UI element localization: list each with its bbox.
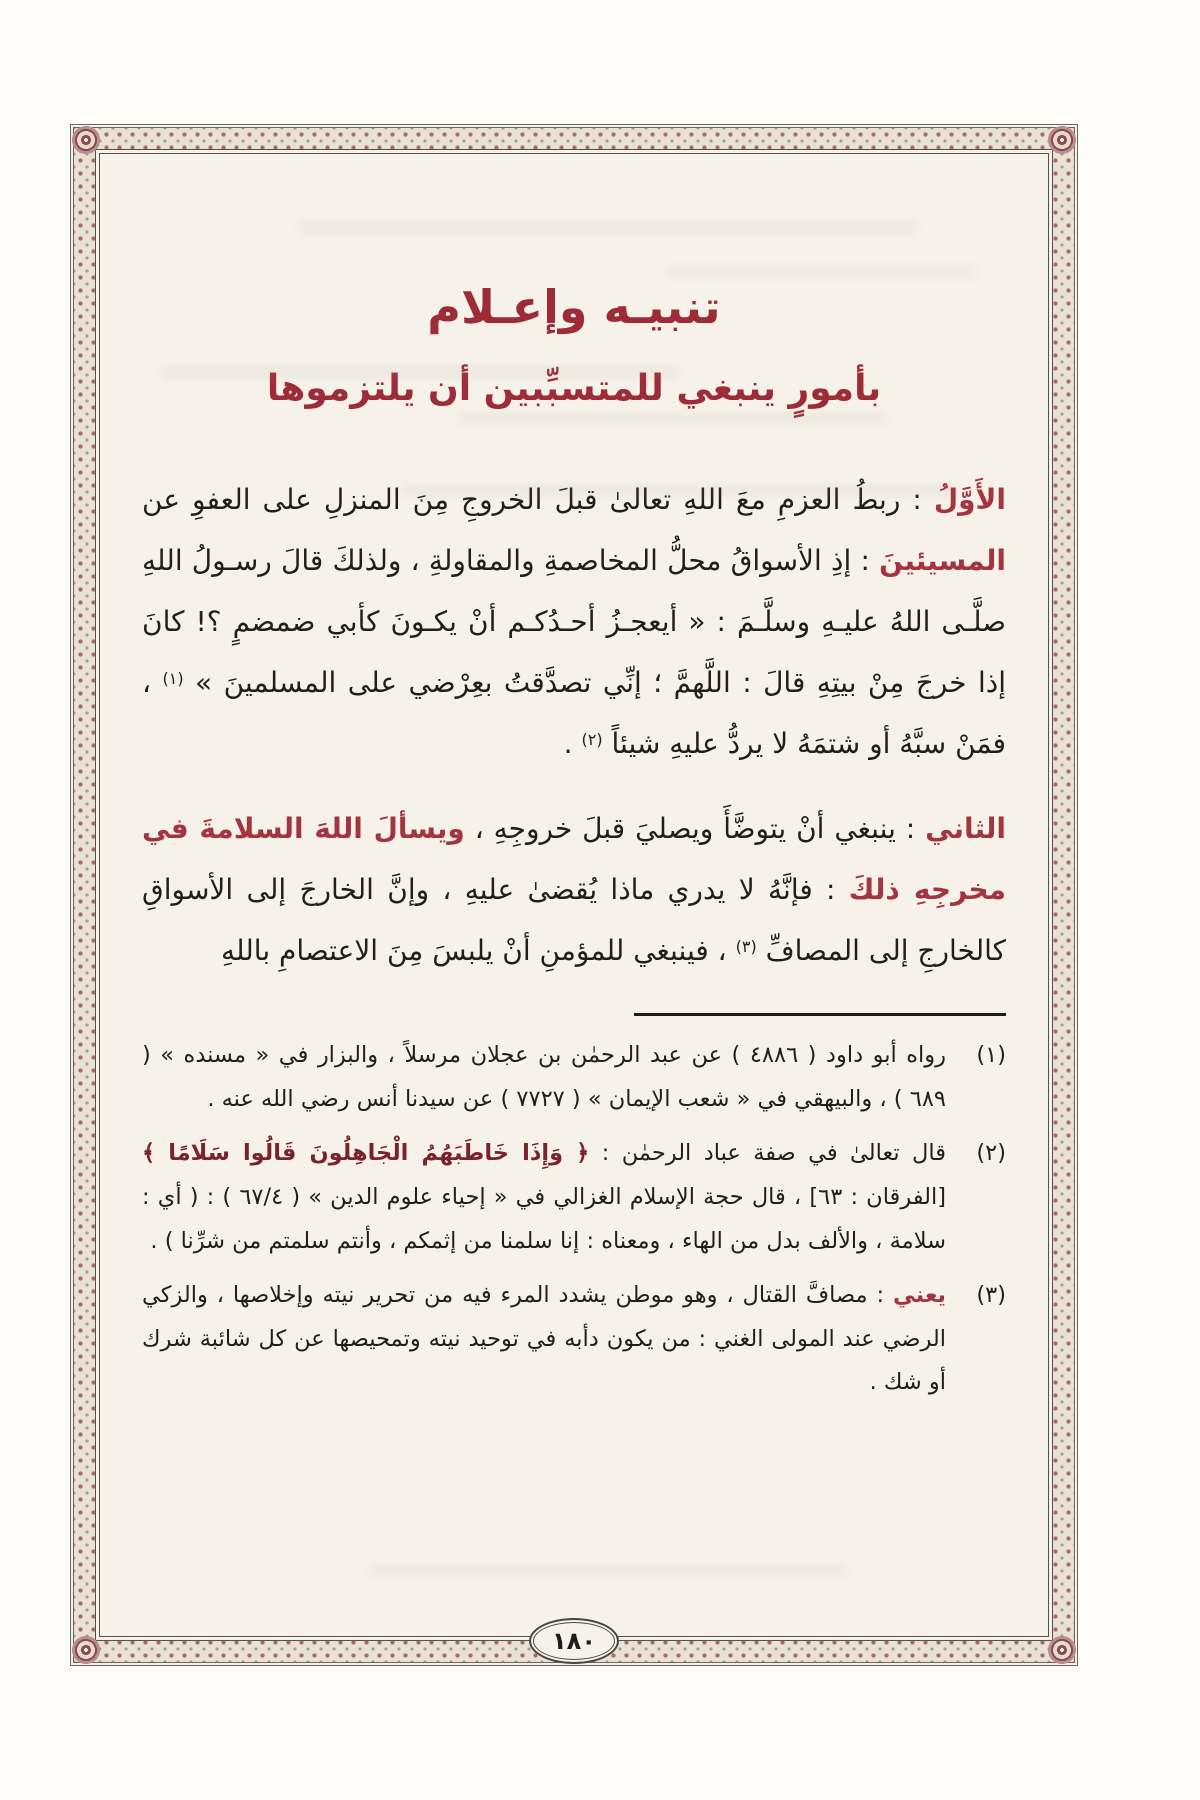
frame-inner-line — [73, 127, 1075, 1663]
bleed-through — [368, 1564, 848, 1576]
footnote-3 — [142, 1274, 1006, 1406]
bleed-through — [668, 266, 978, 278]
footnote-ref-3: (٣) — [735, 937, 757, 957]
footnote-lead-word: يعني — [892, 1281, 946, 1308]
keyword-offenders: المسيئينَ — [879, 544, 1006, 578]
keyword-first: الأَوَّلُ — [933, 483, 1006, 516]
body-text: : ربطُ العزمِ معَ اللهِ تعالىٰ قبلَ الخروجِ مِنَ المنزلِ على العفوِ عن — [142, 483, 934, 516]
ornamental-frame — [70, 124, 1078, 1666]
chapter-title — [142, 280, 1006, 409]
page-number: ١٨٠ — [552, 1627, 596, 1655]
corner-rosette-icon — [1044, 122, 1080, 158]
footnote-marker: (٣) — [976, 1281, 1006, 1308]
title-line-2: بأمورٍ ينبغي للمتسبِّبين أن يلتزموها — [266, 368, 882, 409]
bleed-through — [458, 412, 888, 424]
body-text: ، فينبغي للمؤمنِ أنْ يلبسَ مِنَ الاعتصامِ باللهِ — [220, 934, 736, 968]
body-text: ، فمَنْ سبَّهُ أو شتمَهُ لا يردُّ عليهِ شيئاً — [142, 666, 1006, 761]
bleed-through — [298, 220, 918, 234]
footnote-separator — [634, 1013, 1006, 1016]
text-frame — [95, 149, 1053, 1641]
title-line-1: تنبيـه وإعـلام — [427, 280, 721, 334]
footnote-ref-1: (١) — [162, 669, 184, 689]
footnote-text-post: [الفرقان : ٦٣] ، قال حجة الإسلام الغزالي في « إحياء علوم الدين » ( ٦٧/٤ ) : ( أي : سلامة ، والألف بدل من الهاء ، ومعناه : إنا سلمنا من إثمكم ، وأنتم سلمتم من شرِّنا ) . — [142, 1183, 946, 1254]
footnote-text — [142, 1132, 946, 1264]
corner-rosette-icon — [68, 1632, 104, 1668]
body-text: : إذِ الأسواقُ محلُّ المخاصمةِ والمقاولةِ ، ولذلكَ قالَ رسـولُ اللهِ صلَّـى اللهُ عليـهِ وسلَّـمَ : « أيعجـزُ أحـدُكـم أنْ يكـونَ كأبي ضمضمٍ ؟! كانَ إذا خرجَ مِنْ بيتِهِ قالَ : اللَّهمَّ ؛ إنِّي تصدَّقتُ بعِرْضي على المسلمينَ » — [142, 544, 1006, 700]
footnote-ref-2: (٢) — [581, 730, 603, 750]
paragraph-first — [142, 469, 1006, 774]
footnote-text — [142, 1274, 946, 1406]
footnote-marker: (٢) — [976, 1140, 1006, 1166]
footnote-text-rest: : مصافَّ القتال ، وهو موطن يشدد المرء فيه من تحرير نيته وإخلاصها ، والزكي الرضي عند المولى الغني : من يكون دأبه في توحيد نيته وتمحيصها عن كل شائبة شرك أو شك . — [142, 1281, 946, 1396]
keyword-supplication: ويسألَ اللهَ السلامةَ في مخرجِهِ ذلكَ — [142, 812, 1007, 907]
body-text: : فإنَّهُ لا يدري ماذا يُقضىٰ عليهِ ، وإنَّ الخارجَ إلى الأسواقِ كالخارجِ إلى المصافِّ — [142, 873, 1006, 968]
keyword-second: الثاني — [925, 812, 1007, 846]
footnote-text-pre: قال تعالىٰ في صفة عباد الرحمٰن : — [589, 1140, 947, 1166]
page-content — [99, 153, 1049, 1637]
footnote-1 — [142, 1034, 1006, 1122]
body-text: . — [563, 727, 582, 761]
footnote-marker: (١) — [976, 1042, 1006, 1069]
footnote-text: رواه أبو داود ( ٤٨٨٦ ) عن عبد الرحمٰن بن عجلان مرسلاً ، والبزار في « مسنده » ( ٦٨٩ ) ، والبيهقي في « شعب الإيمان » ( ٧٧٢٧ ) عن سيدنا أنس رضي الله عنه . — [142, 1042, 946, 1113]
page-number-cartouche — [529, 1618, 619, 1664]
ornament-band — [74, 128, 1074, 1662]
body-text: : ينبغي أنْ يتوضَّأَ ويصليَ قبلَ خروجِهِ ، — [464, 812, 926, 846]
footnote-2 — [142, 1132, 1006, 1264]
footnotes — [142, 1034, 1006, 1405]
paragraph-second — [142, 798, 1006, 981]
corner-rosette-icon — [1044, 1632, 1080, 1668]
quran-verse: ﴿ وَإِذَا خَاطَبَهُمُ الْجَاهِلُونَ قَالُوا سَلَامًا ﴾ — [142, 1140, 590, 1166]
